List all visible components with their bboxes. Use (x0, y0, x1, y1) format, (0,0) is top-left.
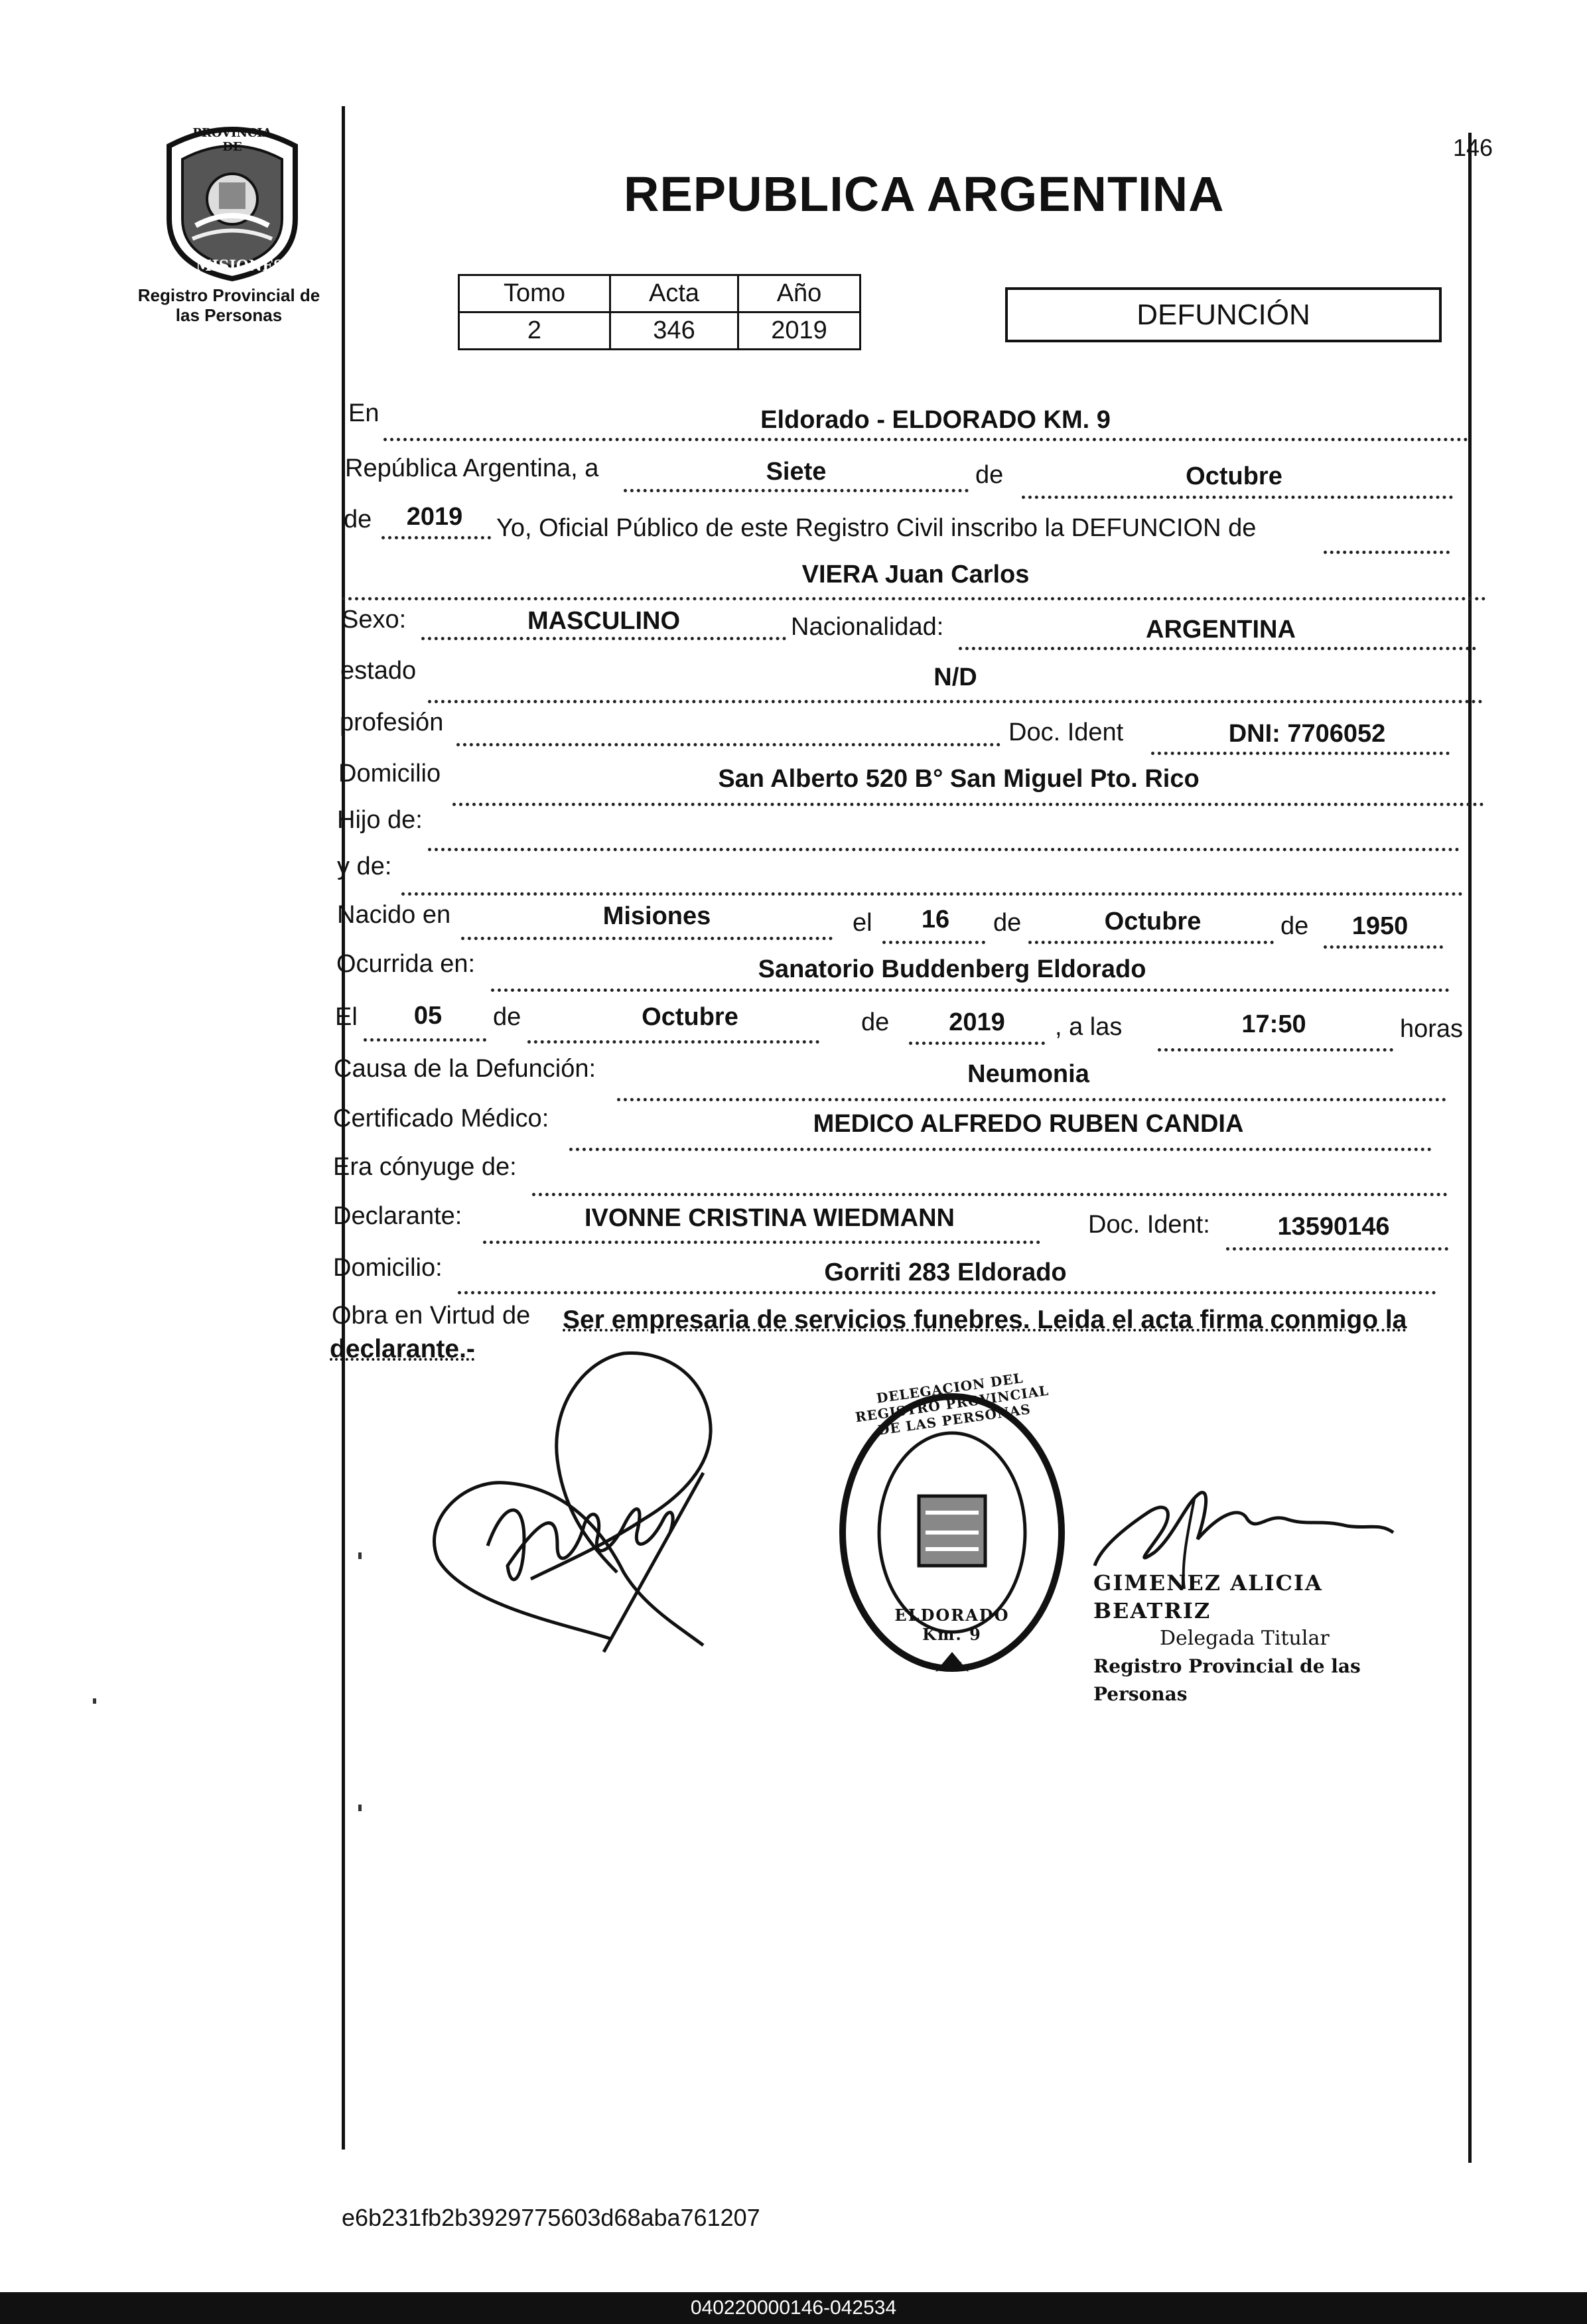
en-label: En (348, 399, 380, 427)
declarant-signature (425, 1347, 796, 1659)
de-label-5: de (493, 1003, 521, 1031)
doc-ident-value: DNI: 7706052 (1228, 720, 1386, 748)
domicilio2-dots (458, 1291, 1436, 1294)
barcode-text: 040220000146-042534 (690, 2297, 897, 2319)
causa-value: Neumonia (967, 1060, 1089, 1088)
obra-line1: Ser empresaria de servicios funebres. Leida el acta firma conmigo la (563, 1306, 1407, 1334)
estado-dots (428, 700, 1483, 703)
inscribe-text: Yo, Oficial Público de este Registro Civil inscribo la DEFUNCION de (496, 514, 1257, 542)
yde-label: y de: (337, 853, 392, 880)
seal-outer-text: DELEGACION DEL REGISTRO PROVINCIAL DE LAS PERSONAS (854, 1369, 1050, 1438)
doc-ident2-label: Doc. Ident: (1088, 1211, 1210, 1239)
horas-label: horas (1400, 1015, 1464, 1043)
nacido-label: Nacido en (337, 901, 451, 929)
alas-label: , a las (1055, 1013, 1123, 1041)
stray-mark (358, 1552, 362, 1559)
en-dots (383, 438, 1468, 441)
barcode-strip (0, 2292, 1587, 2324)
month-dots (1022, 496, 1453, 499)
rep-label: República Argentina, a (345, 454, 599, 482)
birth-day: 16 (921, 906, 950, 933)
month-value: Octubre (1186, 462, 1282, 490)
registry-name (119, 285, 338, 325)
sexo-label: Sexo: (342, 606, 407, 634)
death-year: 2019 (949, 1008, 1005, 1036)
death-time-dots (1158, 1048, 1393, 1052)
declarante-doc: 13590146 (1277, 1213, 1390, 1241)
conyuge-label: Era cónyuge de: (333, 1153, 517, 1181)
cert-dots (569, 1148, 1432, 1151)
de-label-6: de (861, 1008, 890, 1036)
death-month: Octubre (642, 1003, 738, 1031)
estado-value: N/D (933, 663, 977, 691)
hijo-dots (428, 848, 1460, 851)
doc-ident-dots (1151, 752, 1450, 755)
death-day-dots (364, 1038, 486, 1042)
nacionalidad-dots (959, 647, 1476, 650)
record-type: DEFUNCIÓN (1137, 299, 1310, 331)
domicilio2-label: Domicilio: (333, 1254, 443, 1282)
domicilio-label: Domicilio (338, 760, 441, 787)
sexo-value: MASCULINO (527, 607, 681, 635)
crest-text-top: PROVINCIA DE (192, 126, 272, 154)
cert-value: MEDICO ALFREDO RUBEN CANDIA (813, 1110, 1244, 1138)
inscribe-dots (1324, 551, 1450, 554)
right-margin-line (1468, 133, 1472, 2163)
record-type-box (1005, 287, 1442, 342)
causa-label: Causa de la Defunción: (334, 1055, 596, 1083)
profesion-dots (456, 743, 1000, 746)
province-crest (156, 119, 309, 282)
place-value: Eldorado - ELDORADO KM. 9 (760, 406, 1111, 434)
domicilio-value: San Alberto 520 B° San Miguel Pto. Rico (718, 765, 1200, 793)
registry-name-line1: Registro Provincial de (137, 285, 320, 305)
crest-text-bottom: MISIONES (196, 257, 284, 275)
ocurrida-value: Sanatorio Buddenberg Eldorado (758, 955, 1146, 983)
official-name: GIMENEZ ALICIA BEATRIZ (1093, 1570, 1323, 1623)
official-block (1093, 1569, 1425, 1708)
yde-dots (401, 892, 1463, 896)
tomo-value: 2 (459, 312, 610, 350)
death-day: 05 (413, 1002, 443, 1030)
de-label-4: de (1280, 912, 1309, 940)
birth-month-dots (1028, 941, 1274, 944)
el2-label: El (335, 1003, 358, 1031)
domicilio2-value: Gorriti 283 Eldorado (824, 1259, 1067, 1286)
birth-year-dots (1324, 945, 1443, 949)
nacionalidad-value: ARGENTINA (1146, 616, 1296, 644)
cert-label: Certificado Médico: (333, 1105, 549, 1132)
profesion-label: profesión (340, 709, 444, 736)
conyuge-dots (532, 1193, 1448, 1196)
causa-dots (617, 1098, 1446, 1101)
registry-name-line2: las Personas (175, 305, 283, 325)
obra-line2: declarante.- (330, 1335, 475, 1363)
de-label-1: de (975, 461, 1004, 489)
declarante-value: IVONNE CRISTINA WIEDMANN (584, 1204, 955, 1232)
death-month-dots (527, 1040, 819, 1044)
acta-label: Acta (610, 275, 738, 312)
nacionalidad-label: Nacionalidad: (791, 613, 944, 641)
birth-month: Octubre (1104, 908, 1202, 935)
declarante-dots (483, 1241, 1040, 1244)
sexo-dots (421, 637, 786, 640)
birth-year: 1950 (1351, 912, 1409, 940)
hijo-label: Hijo de: (337, 806, 423, 834)
year-value: 2019 (406, 503, 463, 531)
de-label-3: de (993, 909, 1022, 937)
seal-inner-text: ELDORADO Km. 9 (894, 1606, 1010, 1644)
ocurrida-dots (491, 989, 1450, 992)
declarante-label: Declarante: (333, 1202, 462, 1230)
stray-mark (93, 1698, 96, 1704)
el-label: el (853, 909, 872, 937)
ocurrida-label: Ocurrida en: (336, 950, 476, 978)
tomo-label: Tomo (459, 275, 610, 312)
page-number: 146 (1453, 134, 1493, 161)
stray-mark (358, 1805, 362, 1811)
declarante-doc-dots (1226, 1247, 1448, 1251)
birth-day-dots (882, 941, 985, 944)
registry-seal (829, 1369, 1075, 1692)
anio-value: 2019 (738, 312, 861, 350)
official-org: Registro Provincial de las Personas (1093, 1655, 1361, 1705)
de-label-2: de (344, 506, 372, 533)
record-table (458, 274, 861, 350)
nacido-value: Misiones (602, 902, 711, 930)
obra-label: Obra en Virtud de (332, 1302, 531, 1330)
day-value: Siete (766, 458, 827, 486)
document-hash: e6b231fb2b3929775603d68aba761207 (342, 2204, 760, 2231)
acta-value: 346 (610, 312, 738, 350)
name-dots (342, 597, 1486, 600)
anio-label: Año (738, 275, 861, 312)
death-year-dots (909, 1042, 1045, 1045)
year-dots (381, 536, 491, 539)
domicilio-dots (452, 803, 1484, 806)
page-title: REPUBLICA ARGENTINA (624, 167, 1225, 222)
day-dots (624, 489, 969, 492)
estado-label: estado (340, 657, 417, 685)
nacido-dots (461, 937, 833, 940)
official-role: Delegada Titular (1160, 1627, 1330, 1650)
deceased-name: VIERA Juan Carlos (801, 561, 1030, 588)
death-time: 17:50 (1241, 1010, 1306, 1038)
doc-ident-label: Doc. Ident (1008, 718, 1124, 746)
